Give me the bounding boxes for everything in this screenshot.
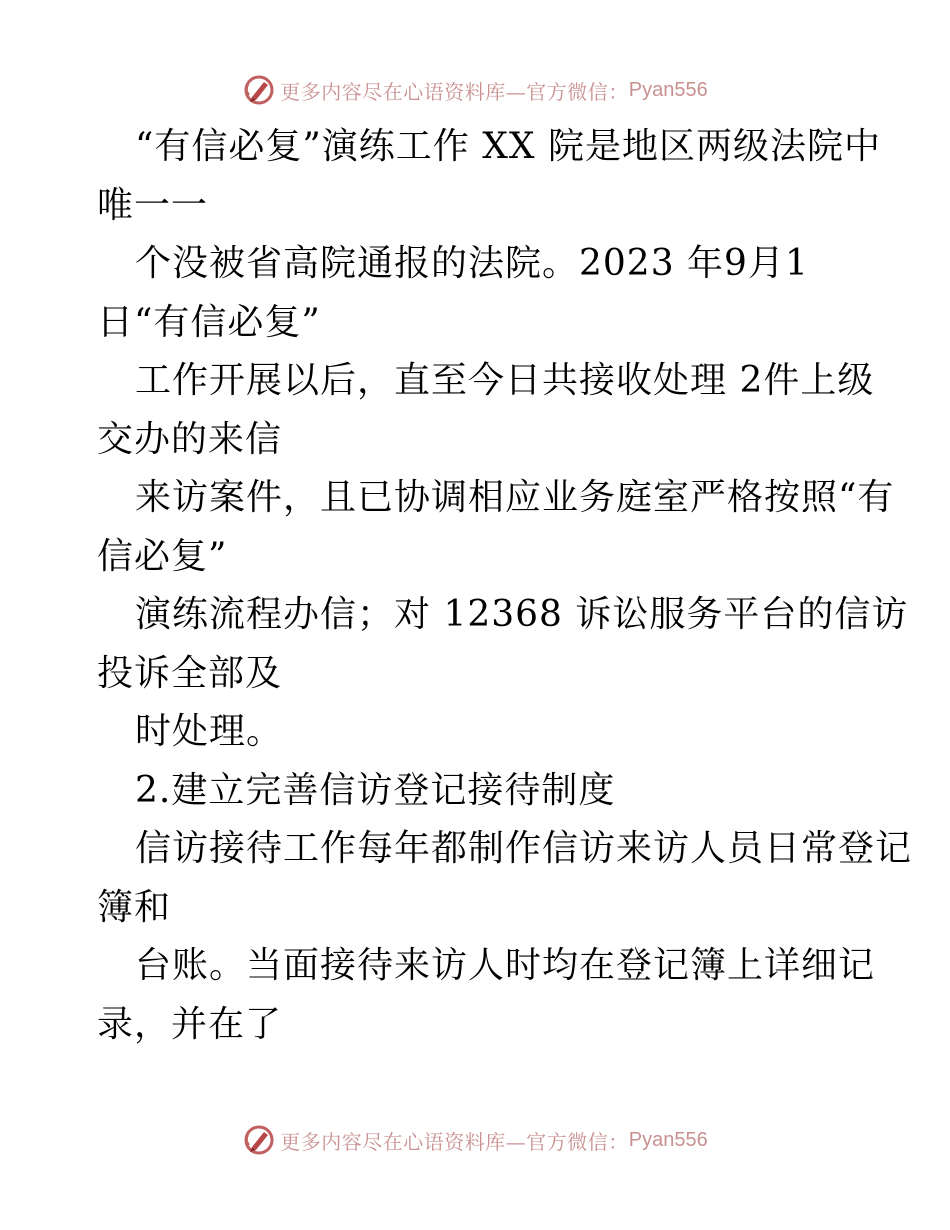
paragraph-line: 来访案件，且已协调相应业务庭室严格按照“有 [135,477,895,518]
paragraph-line: 台账。当面接待来访人时均在登记簿上详细记 [135,945,876,986]
pen-nib-logo-icon [242,73,276,107]
header-watermark [0,70,950,110]
paragraph-line: 信访接待工作每年都制作信访来访人员日常登记 [135,828,913,869]
watermark-text: 更多内容尽在心语资料库—官方微信： [280,1129,629,1154]
paragraph-line: 时处理。 [135,711,284,752]
watermark-handle: Pyan556 [628,78,708,101]
paragraph-line: 交办的来信 [97,418,283,460]
paragraph-line: “有信必复”演练工作 XX 院是地区两级法院中 [135,126,881,167]
watermark-handle: Pyan556 [628,1128,708,1151]
paragraph-line: 信必复” [97,535,228,577]
document-body [97,118,913,1054]
paragraph-line: 日“有信必复” [97,301,321,343]
footer-watermark [0,1120,950,1160]
watermark-text: 更多内容尽在心语资料库—官方微信： [280,79,629,104]
section-heading: 2.建立完善信访登记接待制度 [135,769,616,811]
paragraph-line: 簿和 [97,886,172,928]
paragraph-line: 演练流程办信；对 12368 诉讼服务平台的信访 [135,594,909,635]
paragraph-line: 工作开展以后，直至今日共接收处理 2件上级 [135,360,875,401]
pen-nib-logo-icon [242,1123,276,1157]
paragraph-line: 录，并在了 [97,1003,283,1045]
paragraph-line: 唯一一 [97,184,209,226]
paragraph-line: 个没被省高院通报的法院。2023 年9月1 [135,243,809,284]
paragraph-line: 投诉全部及 [97,652,283,694]
